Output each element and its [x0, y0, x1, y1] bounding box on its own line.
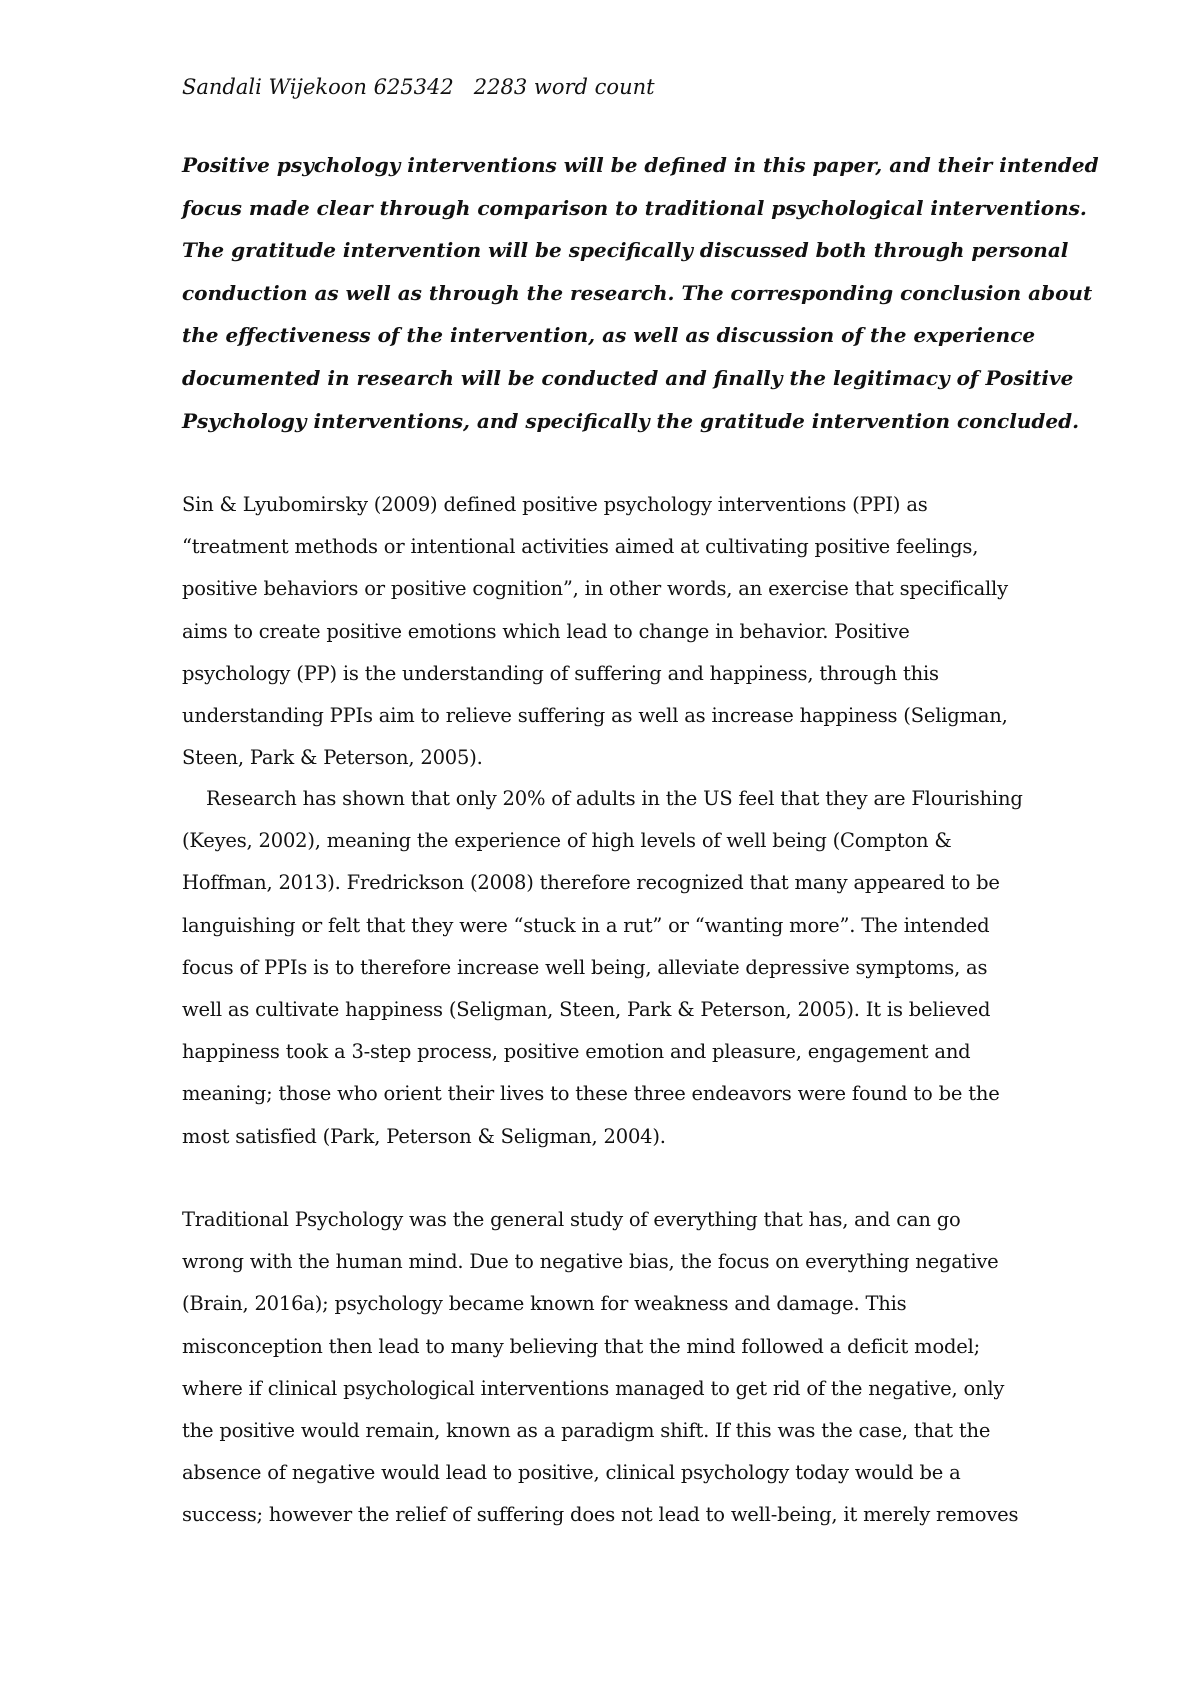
- paragraph-line: misconception then lead to many believing that the mind followed a deficit model;: [182, 1334, 981, 1358]
- paragraph-line: Research has shown that only 20% of adults in the US feel that they are Flourishing: [206, 787, 1023, 810]
- paragraph-line: wrong with the human mind. Due to negative bias, the focus on everything negative: [182, 1250, 999, 1274]
- abstract-line: conduction as well as through the research. The corresponding conclusion about: [182, 280, 1093, 305]
- paragraph-line: Hoffman, 2013). Fredrickson (2008) therefore recognized that many appeared to be: [182, 871, 1000, 895]
- paragraph-line: the positive would remain, known as a paradigm shift. If this was the case, that the: [182, 1419, 991, 1443]
- paragraph-line: Traditional Psychology was the general study of everything that has, and can go: [182, 1208, 961, 1231]
- paragraph-line: Steen, Park & Peterson, 2005).: [182, 746, 483, 770]
- paragraph-line: understanding PPIs aim to relieve suffering as well as increase happiness (Seligman,: [182, 704, 1008, 728]
- abstract-line: the effectiveness of the intervention, as well as discussion of the experience: [182, 323, 1036, 348]
- paragraph-line: Sin & Lyubomirsky (2009) defined positive psychology interventions (PPI) as: [182, 493, 928, 516]
- abstract: [182, 144, 1099, 442]
- paragraph-line: well as cultivate happiness (Seligman, Steen, Park & Peterson, 2005). It is believed: [182, 998, 991, 1022]
- paragraph-line: most satisfied (Park, Peterson & Seligman, 2004).: [182, 1124, 666, 1148]
- paragraph-line: absence of negative would lead to positive, clinical psychology today would be a: [182, 1461, 961, 1485]
- abstract-line: documented in research will be conducted and finally the legitimacy of Positive: [182, 365, 1074, 390]
- paragraph-line: “treatment methods or intentional activities aimed at cultivating positive feelings,: [182, 535, 979, 559]
- paragraph-line: meaning; those who orient their lives to these three endeavors were found to be the: [182, 1082, 1000, 1106]
- abstract-line: Psychology interventions, and specifically the gratitude intervention concluded.: [182, 408, 1080, 433]
- abstract-line: The gratitude intervention will be specifically discussed both through personal: [182, 238, 1069, 263]
- paragraph-ppi-definition: [182, 484, 1042, 779]
- paragraph-line: (Brain, 2016a); psychology became known for weakness and damage. This: [182, 1292, 907, 1316]
- paragraph-line: aims to create positive emotions which lead to change in behavior. Positive: [182, 619, 910, 643]
- abstract-line: Positive psychology interventions will be defined in this paper, and their intended: [182, 153, 1099, 177]
- paragraph-flourishing: [182, 778, 1042, 1158]
- paragraph-line: happiness took a 3-step process, positive emotion and pleasure, engagement and: [182, 1040, 971, 1064]
- paragraph-traditional-psychology: [182, 1199, 1042, 1537]
- author-header: Sandali Wijekoon 625342 2283 word count: [182, 75, 655, 99]
- paragraph-line: languishing or felt that they were “stuck in a rut” or “wanting more”. The intended: [182, 913, 990, 937]
- paragraph-line: (Keyes, 2002), meaning the experience of high levels of well being (Compton &: [182, 829, 952, 853]
- paragraph-line: positive behaviors or positive cognition”, in other words, an exercise that specifically: [182, 577, 1008, 601]
- paragraph-line: where if clinical psychological interventions managed to get rid of the negative, only: [182, 1376, 1005, 1400]
- paragraph-line: success; however the relief of suffering does not lead to well-being, it merely removes: [182, 1503, 1019, 1527]
- paragraph-line: psychology (PP) is the understanding of suffering and happiness, through this: [182, 661, 939, 685]
- abstract-line: focus made clear through comparison to traditional psychological interventions.: [182, 195, 1087, 220]
- paragraph-line: focus of PPIs is to therefore increase well being, alleviate depressive symptoms, as: [182, 955, 988, 979]
